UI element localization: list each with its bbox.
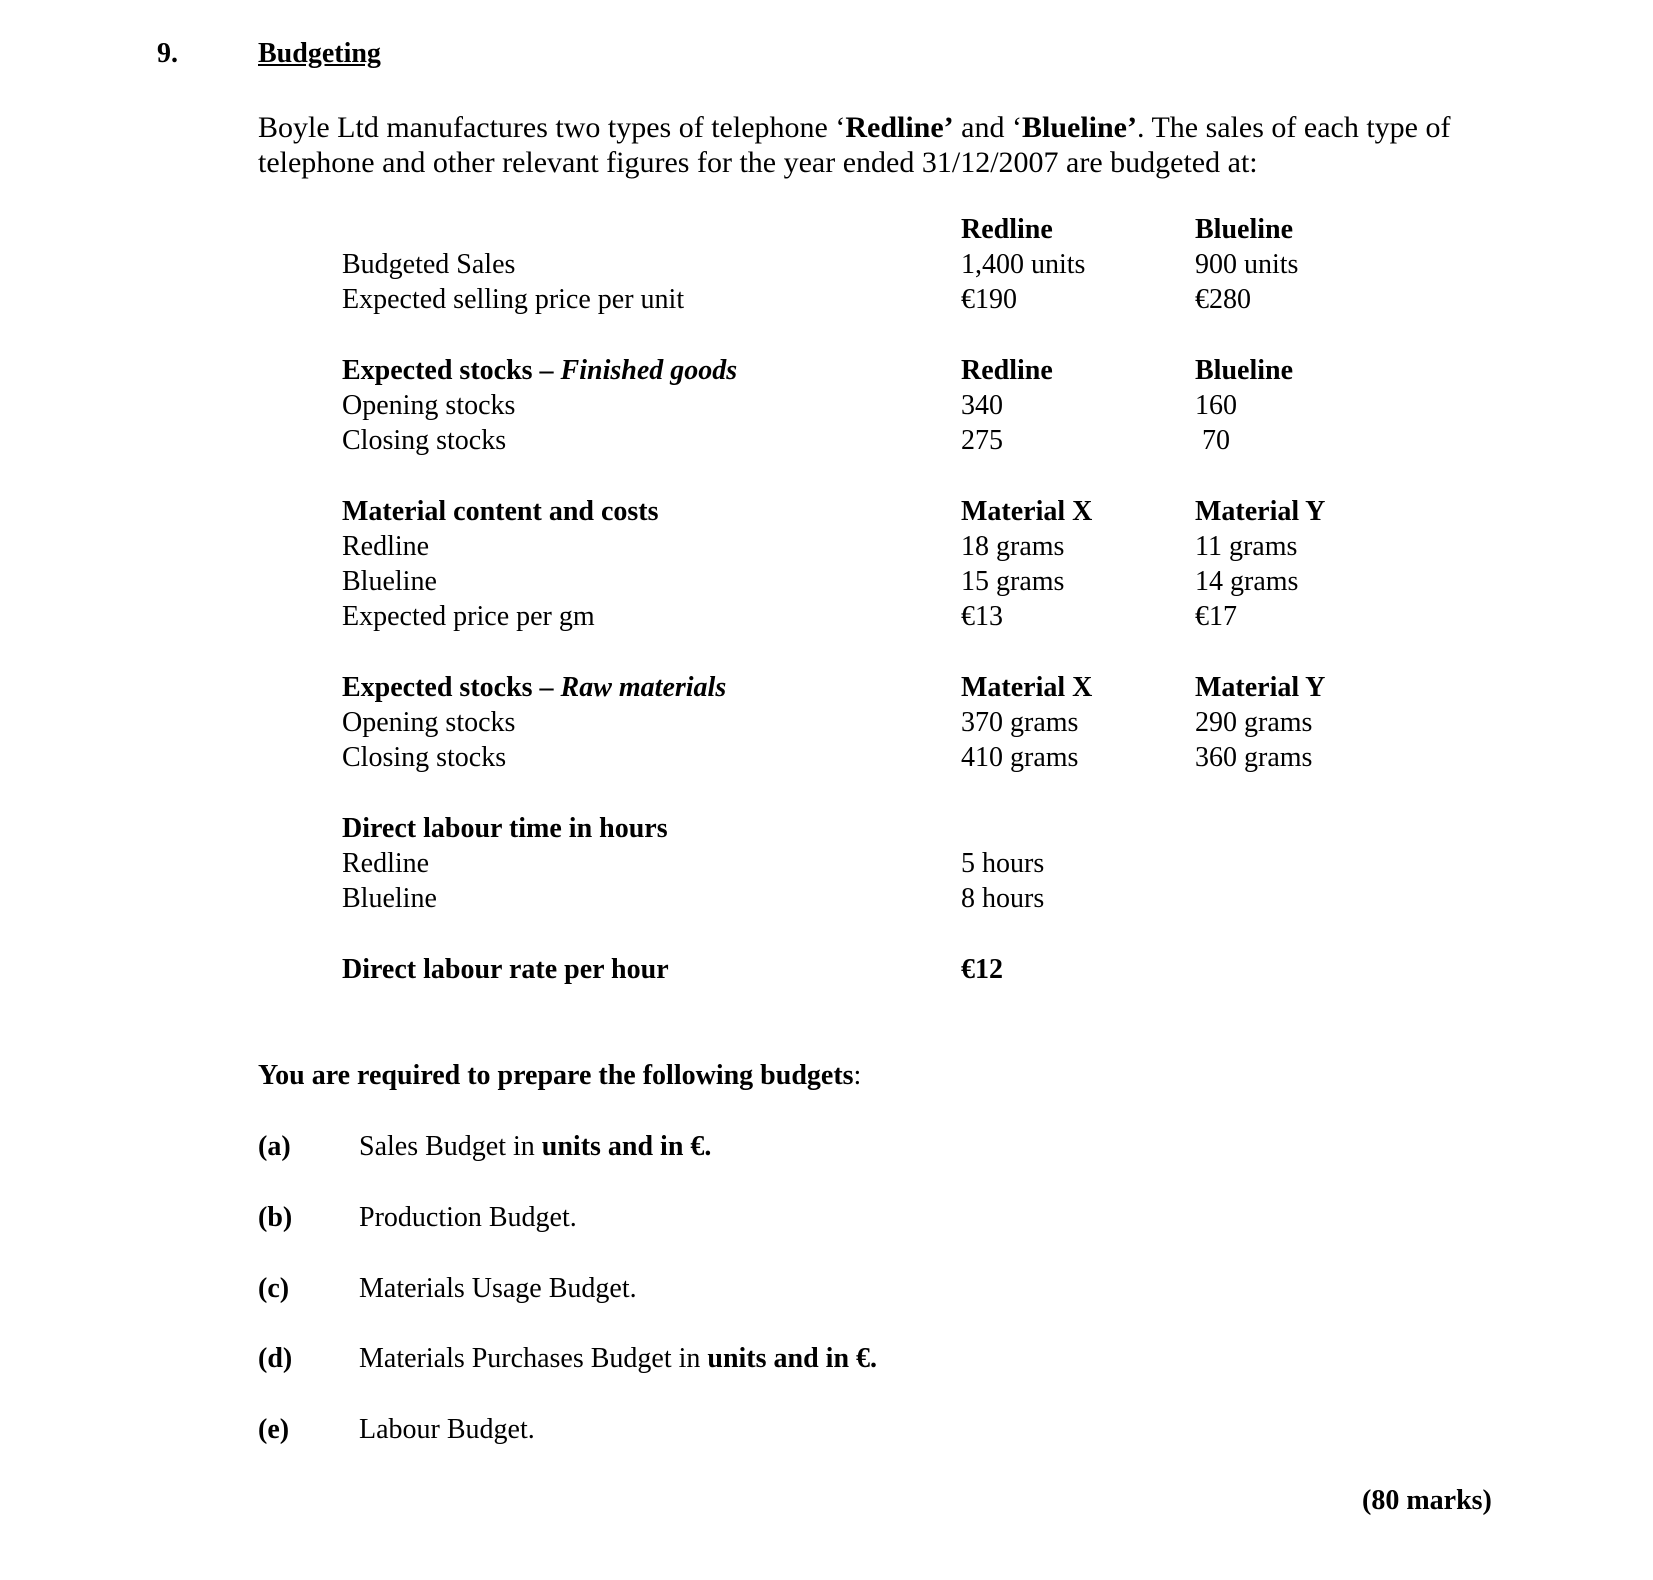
raw-materials-heading	[342, 674, 726, 702]
intro-text-2: and ‘	[953, 111, 1022, 144]
question-number: 9.	[157, 38, 178, 69]
price-row-c2: €280	[1195, 284, 1251, 315]
raw-materials-col2-header: Material Y	[1195, 672, 1326, 703]
requirements-intro-text: You are required to prepare the following budgets	[258, 1060, 854, 1091]
sales-row-label: Budgeted Sales	[342, 249, 516, 280]
lt-blueline-c1: 8 hours	[961, 883, 1045, 914]
mat-price-c2: €17	[1195, 601, 1237, 632]
intro-blueline: Blueline’	[1021, 111, 1137, 144]
question-title: Budgeting	[258, 38, 381, 69]
mat-redline-c1: 18 grams	[961, 531, 1065, 562]
fg-closing-label: Closing stocks	[342, 425, 507, 456]
labour-rate-label: Direct labour rate per hour	[342, 954, 669, 985]
sales-col2-header: Blueline	[1195, 214, 1294, 245]
finished-goods-heading-italic: Finished goods	[560, 355, 738, 386]
mat-blueline-label: Blueline	[342, 566, 437, 597]
materials-heading: Material content and costs	[342, 496, 659, 527]
req-b-text: Production Budget.	[359, 1202, 577, 1233]
intro-text-3: . The sales of each type of telephone and other relevant figures for the year ended 31/12/2007 are budgeted at:	[258, 111, 1451, 179]
fg-opening-label: Opening stocks	[342, 390, 516, 421]
mat-redline-label: Redline	[342, 531, 430, 562]
finished-goods-col1-header: Redline	[961, 355, 1053, 386]
req-c-letter: (c)	[258, 1273, 290, 1304]
fg-closing-c2: 70	[1195, 425, 1230, 456]
req-a-text-plain: Sales Budget in	[359, 1131, 542, 1162]
lt-redline-label: Redline	[342, 848, 430, 879]
req-d-text	[359, 1345, 877, 1373]
req-d-text-plain: Materials Purchases Budget in	[359, 1343, 708, 1374]
lt-blueline-label: Blueline	[342, 883, 437, 914]
req-d-letter: (d)	[258, 1343, 293, 1374]
rm-opening-c1: 370 grams	[961, 707, 1079, 738]
mat-blueline-c2: 14 grams	[1195, 566, 1299, 597]
rm-opening-label: Opening stocks	[342, 707, 516, 738]
finished-goods-col2-header: Blueline	[1195, 355, 1294, 386]
mat-price-c1: €13	[961, 601, 1003, 632]
mat-redline-c2: 11 grams	[1195, 531, 1298, 562]
rm-closing-c1: 410 grams	[961, 742, 1079, 773]
mat-price-label: Expected price per gm	[342, 601, 595, 632]
labour-time-heading: Direct labour time in hours	[342, 813, 668, 844]
req-e-letter: (e)	[258, 1414, 290, 1445]
finished-goods-heading-text: Expected stocks –	[342, 355, 561, 386]
fg-opening-c2: 160	[1195, 390, 1237, 421]
labour-rate-value: €12	[961, 954, 1003, 985]
fg-closing-c1: 275	[961, 425, 1003, 456]
req-c-text: Materials Usage Budget.	[359, 1273, 637, 1304]
rm-closing-label: Closing stocks	[342, 742, 507, 773]
raw-materials-heading-text: Expected stocks –	[342, 672, 561, 703]
intro-paragraph	[258, 110, 1518, 180]
materials-col2-header: Material Y	[1195, 496, 1326, 527]
fg-opening-c1: 340	[961, 390, 1003, 421]
raw-materials-col1-header: Material X	[961, 672, 1093, 703]
req-d-text-bold: units and in €.	[707, 1343, 878, 1374]
req-e-text: Labour Budget.	[359, 1414, 535, 1445]
sales-row-c2: 900 units	[1195, 249, 1299, 280]
requirements-intro	[258, 1062, 861, 1090]
raw-materials-heading-italic: Raw materials	[560, 672, 727, 703]
price-row-c1: €190	[961, 284, 1017, 315]
req-b-letter: (b)	[258, 1202, 293, 1233]
sales-row-c1: 1,400 units	[961, 249, 1086, 280]
req-a-text	[359, 1133, 711, 1161]
materials-col1-header: Material X	[961, 496, 1093, 527]
req-a-text-bold: units and in €.	[541, 1131, 712, 1162]
rm-opening-c2: 290 grams	[1195, 707, 1313, 738]
requirements-intro-colon: :	[853, 1060, 862, 1091]
sales-col1-header: Redline	[961, 214, 1053, 245]
finished-goods-heading	[342, 357, 737, 385]
intro-redline: Redline’	[845, 111, 954, 144]
rm-closing-c2: 360 grams	[1195, 742, 1313, 773]
req-a-letter: (a)	[258, 1131, 291, 1162]
marks-label: (80 marks)	[1362, 1485, 1492, 1516]
price-row-label: Expected selling price per unit	[342, 284, 685, 315]
mat-blueline-c1: 15 grams	[961, 566, 1065, 597]
intro-text-1: Boyle Ltd manufactures two types of telephone ‘	[258, 111, 846, 144]
lt-redline-c1: 5 hours	[961, 848, 1045, 879]
